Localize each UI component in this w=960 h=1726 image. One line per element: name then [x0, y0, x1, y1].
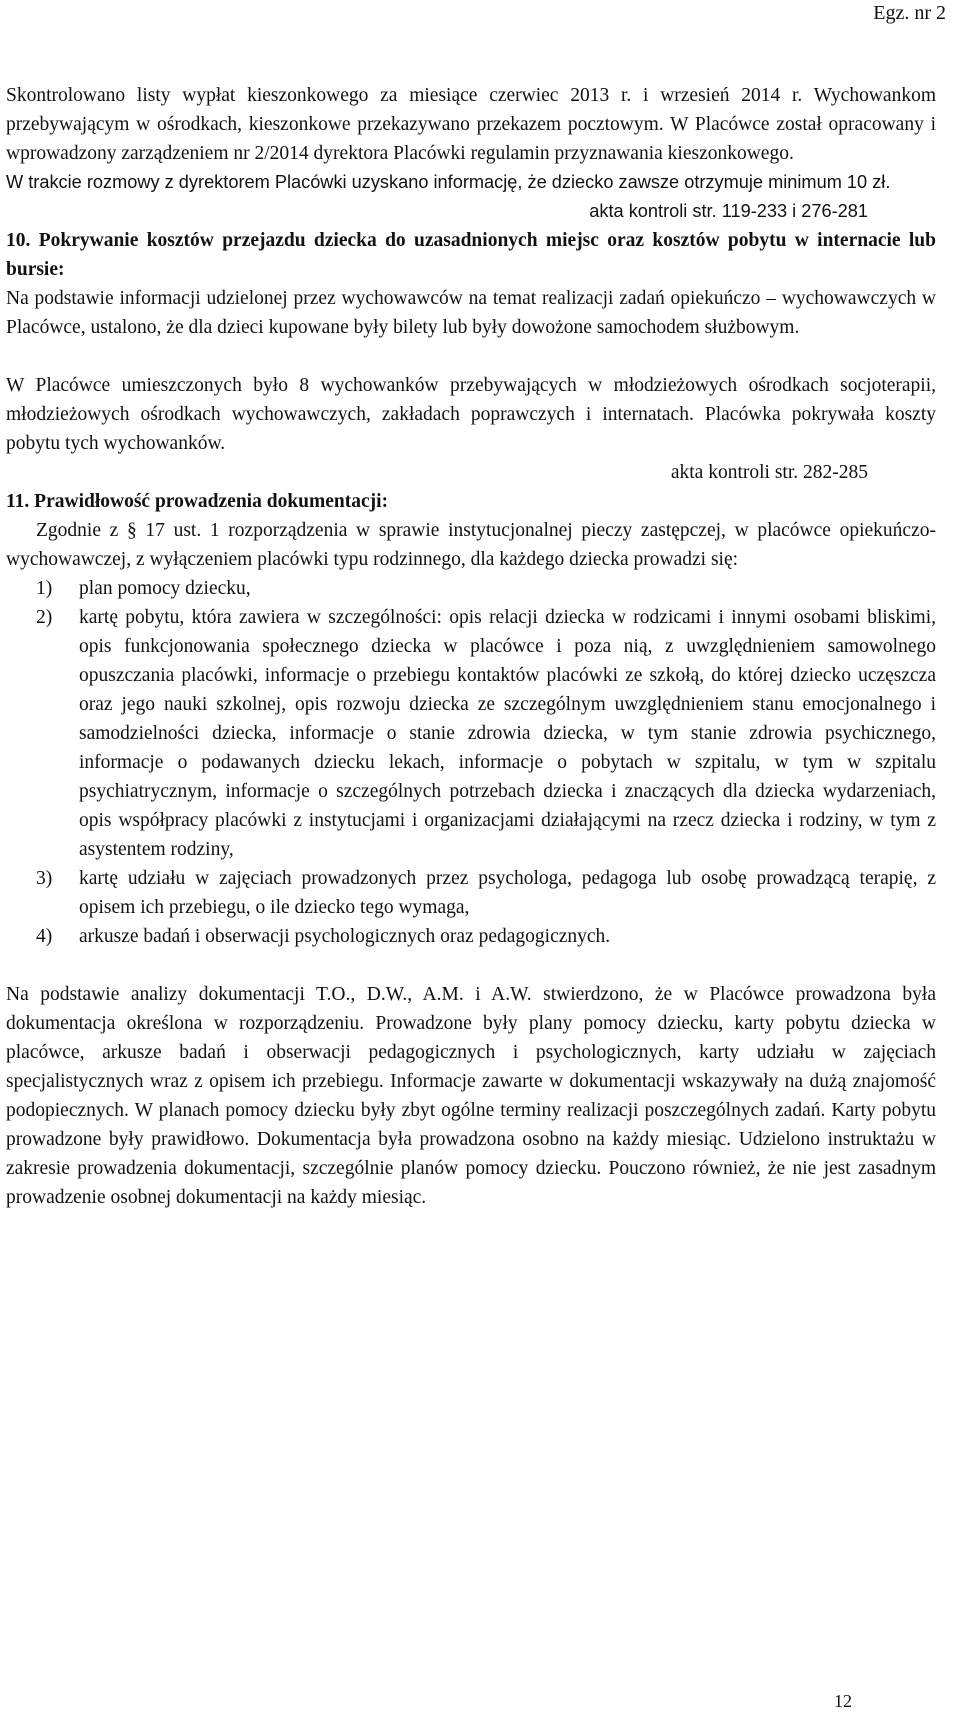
document-body — [6, 81, 936, 1212]
paragraph-tickets: Na podstawie informacji udzielonej przez wychowawców na temat realizacji zadań opiekuńczo – wychowawczych w Placówce, ustalono, że dla dzieci kupowane były bilety lub były dowożone samochodem służbowym. — [6, 288, 936, 338]
list-item — [6, 574, 936, 603]
list-item — [6, 864, 936, 922]
spacer — [6, 951, 936, 980]
list-item-number: 2) — [36, 607, 53, 628]
list-item-text: plan pomocy dziecku, — [79, 578, 251, 599]
list-item — [6, 922, 936, 951]
paragraph-documentation-findings: Na podstawie analizy dokumentacji T.O., D.W., A.M. i A.W. stwierdzono, że w Placówce prowadzona była dokumentacja określona w rozporządzeniu. Prowadzone były plany pomocy dziecku, karty pobytu dziecka w placówce, arkusze badań i obserwacji pedagogicznych i psychologicznych, karty udziału w zajęciach specjalistycznych wraz z opisem ich przebiegu. Informacje zawarte w dokumentacji wskazywały na dużą znajomość podopiecznych. W planach pomocy dziecku były zbyt ogólne terminy realizacji poszczególnych zadań. Karty pobytu prowadzone były prawidłowo. Dokumentacja była prowadzona osobno na każdy miesiąc. Udzielono instruktażu w zakresie prowadzenia dokumentacji, szczególnie planów pomocy dziecku. Pouczono również, że nie jest zasadnym prowadzenie osobnej dokumentacji na każdy miesiąc. — [6, 984, 936, 1208]
paragraph-pocket-money-lists: Skontrolowano listy wypłat kieszonkowego za miesiące czerwiec 2013 r. i wrzesień 2014 r. Wychowankom przebywającym w ośrodkach, kieszonkowe przekazywano przekazem pocztowym. W Placówce został opracowany i wprowadzony zarządzeniem nr 2/2014 dyrektora Placówki regulamin przyznawania kieszonkowego. — [6, 85, 936, 164]
list-item-number: 1) — [36, 578, 53, 599]
list-item-number: 4) — [36, 926, 53, 947]
paragraph-director-interview: W trakcie rozmowy z dyrektorem Placówki uzyskano informację, że dziecko zawsze otrzymuje minimum 10 zł. — [6, 172, 891, 192]
file-reference-1: akta kontroli str. 119-233 i 276-281 — [589, 201, 868, 221]
paragraph-regulation: Zgodnie z § 17 ust. 1 rozporządzenia w sprawie instytucjonalnej pieczy zastępczej, w placówce opiekuńczo-wychowawczej, z wyłączeniem placówki typu rodzinnego, dla każdego dziecka prowadzi się: — [6, 520, 936, 570]
section-11-heading: 11. Prawidłowość prowadzenia dokumentacji: — [6, 491, 389, 512]
list-item-text: arkusze badań i obserwacji psychologicznych oraz pedagogicznych. — [79, 926, 611, 947]
file-reference-2: akta kontroli str. 282-285 — [670, 462, 868, 483]
spacer — [6, 342, 936, 371]
list-item-text: kartę udziału w zajęciach prowadzonych przez psychologa, pedagoga lub osobę prowadzącą terapię, z opisem ich przebiegu, o ile dziecko tego wymaga, — [79, 868, 936, 918]
copy-number-label: Egz. nr 2 — [873, 2, 946, 24]
page-number: 12 — [834, 1691, 852, 1711]
section-10-heading: 10. Pokrywanie kosztów przejazdu dziecka do uzasadnionych miejsc oraz kosztów pobytu w internacie lub bursie: — [6, 230, 936, 280]
list-item — [6, 603, 936, 864]
paragraph-residents-count: W Placówce umieszczonych było 8 wychowanków przebywających w młodzieżowych ośrodkach socjoterapii, młodzieżowych ośrodkach wychowawczych, zakładach poprawczych i internatach. Placówka pokrywała koszty pobytu tych wychowanków. — [6, 375, 936, 454]
list-item-text: kartę pobytu, która zawiera w szczególności: opis relacji dziecka w rodzicami i innymi osobami bliskimi, opis funkcjonowania społecznego dziecka w placówce i poza nią, z uwzględnieniem samowolnego opuszczania placówki, informacje o przebiegu kontaktów placówki ze szkołą, do której dziecko uczęszcza oraz jego nauki szkolnej, opis rozwoju dziecka ze szczególnym uwzględnieniem stanu emocjonalnego i samodzielności dziecka, informacje o stanie zdrowia dziecka, w tym stanie zdrowia psychicznego, informacje o podawanych dziecku lekach, informacje o pobytach w szpitalu, w tym w szpitalu psychiatrycznym, informacje o szczególnych potrzebach dziecka i znaczących dla dziecka wydarzeniach, opis współpracy placówki z instytucjami i organizacjami działającymi na rzecz dziecka i rodziny, w tym z asystentem rodziny, — [79, 607, 936, 860]
documentation-list — [6, 574, 936, 951]
list-item-number: 3) — [36, 868, 53, 889]
